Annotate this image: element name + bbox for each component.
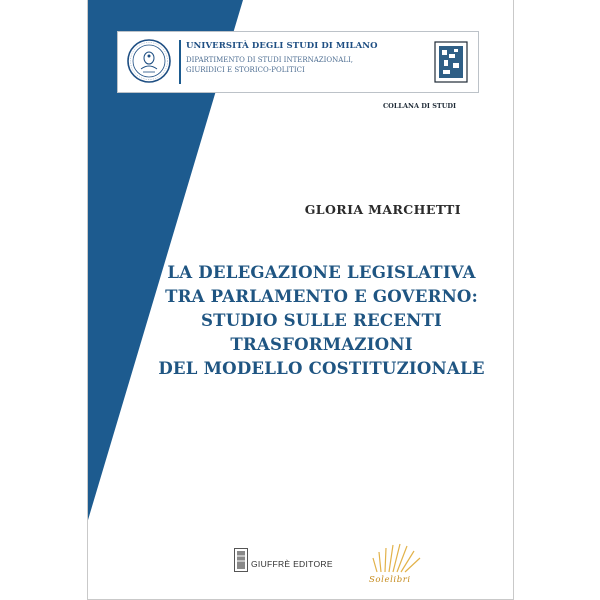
publisher-logo-icon [234,548,248,572]
collection-name: Solelibri [369,575,411,585]
title-line: TRASFORMAZIONI [230,334,413,354]
university-header [117,31,479,93]
title-line: TRA PARLAMENTO E GOVERNO: [165,286,478,306]
author-name: GLORIA MARCHETTI [304,202,461,217]
department-line-1: DIPARTIMENTO DI STUDI INTERNAZIONALI, [186,56,353,64]
title-line: LA DELEGAZIONE LEGISLATIVA [167,262,476,282]
series-emblem-icon [434,41,468,83]
university-name: UNIVERSITÀ DEGLI STUDI DI MILANO [186,41,378,51]
title-line: DEL MODELLO COSTITUZIONALE [158,358,485,378]
sun-rays-logo-icon [369,540,423,574]
series-label: COLLANA DI STUDI [383,102,457,110]
title-line: STUDIO SULLE RECENTI [201,310,442,330]
university-seal-icon [126,38,172,84]
publisher-name: GIUFFRÈ EDITORE [251,559,333,569]
department-line-2: GIURIDICI E STORICO-POLITICI [186,66,305,74]
book-title [154,260,489,380]
header-divider [179,40,181,84]
book-cover [87,0,514,600]
